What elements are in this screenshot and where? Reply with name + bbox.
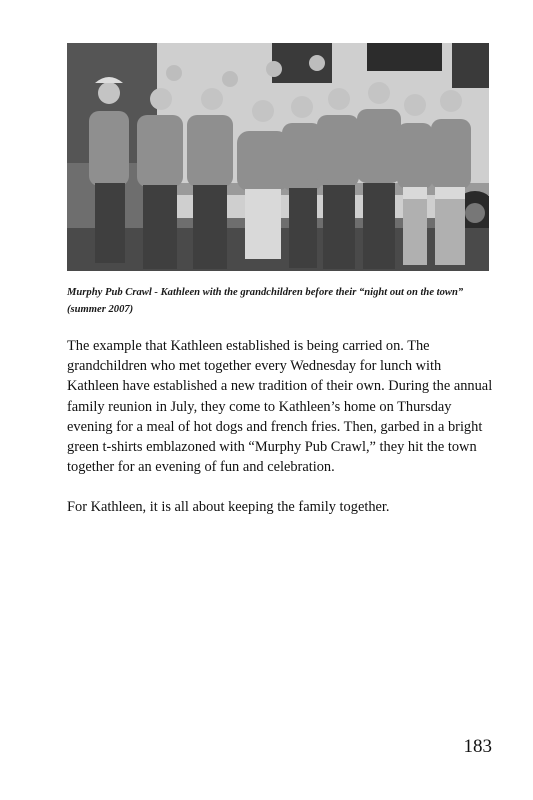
- photo-caption: Murphy Pub Crawl - Kathleen with the grandchildren before their “night out on the town” (summer 2007): [67, 287, 464, 315]
- paragraph-2: For Kathleen, it is all about keeping the family together.: [67, 499, 390, 516]
- group-photo-illustration: [67, 43, 489, 271]
- page-number: 183: [463, 736, 492, 757]
- group-photo: [67, 43, 489, 271]
- paragraph-1: The example that Kathleen established is being carried on. The grandchildren who met together every Wednesday for lunch with Kathleen have established a new tradition of their own. During the annual family reunion in July, they come to Kathleen’s home on Thursday evening for a meal of hot dogs and french fries. Then, garbed in a bright green t-shirts emblazoned with “Murphy Pub Crawl,” they hit the town together for an evening of fun and celebration.: [67, 338, 493, 476]
- body-text: [67, 336, 493, 538]
